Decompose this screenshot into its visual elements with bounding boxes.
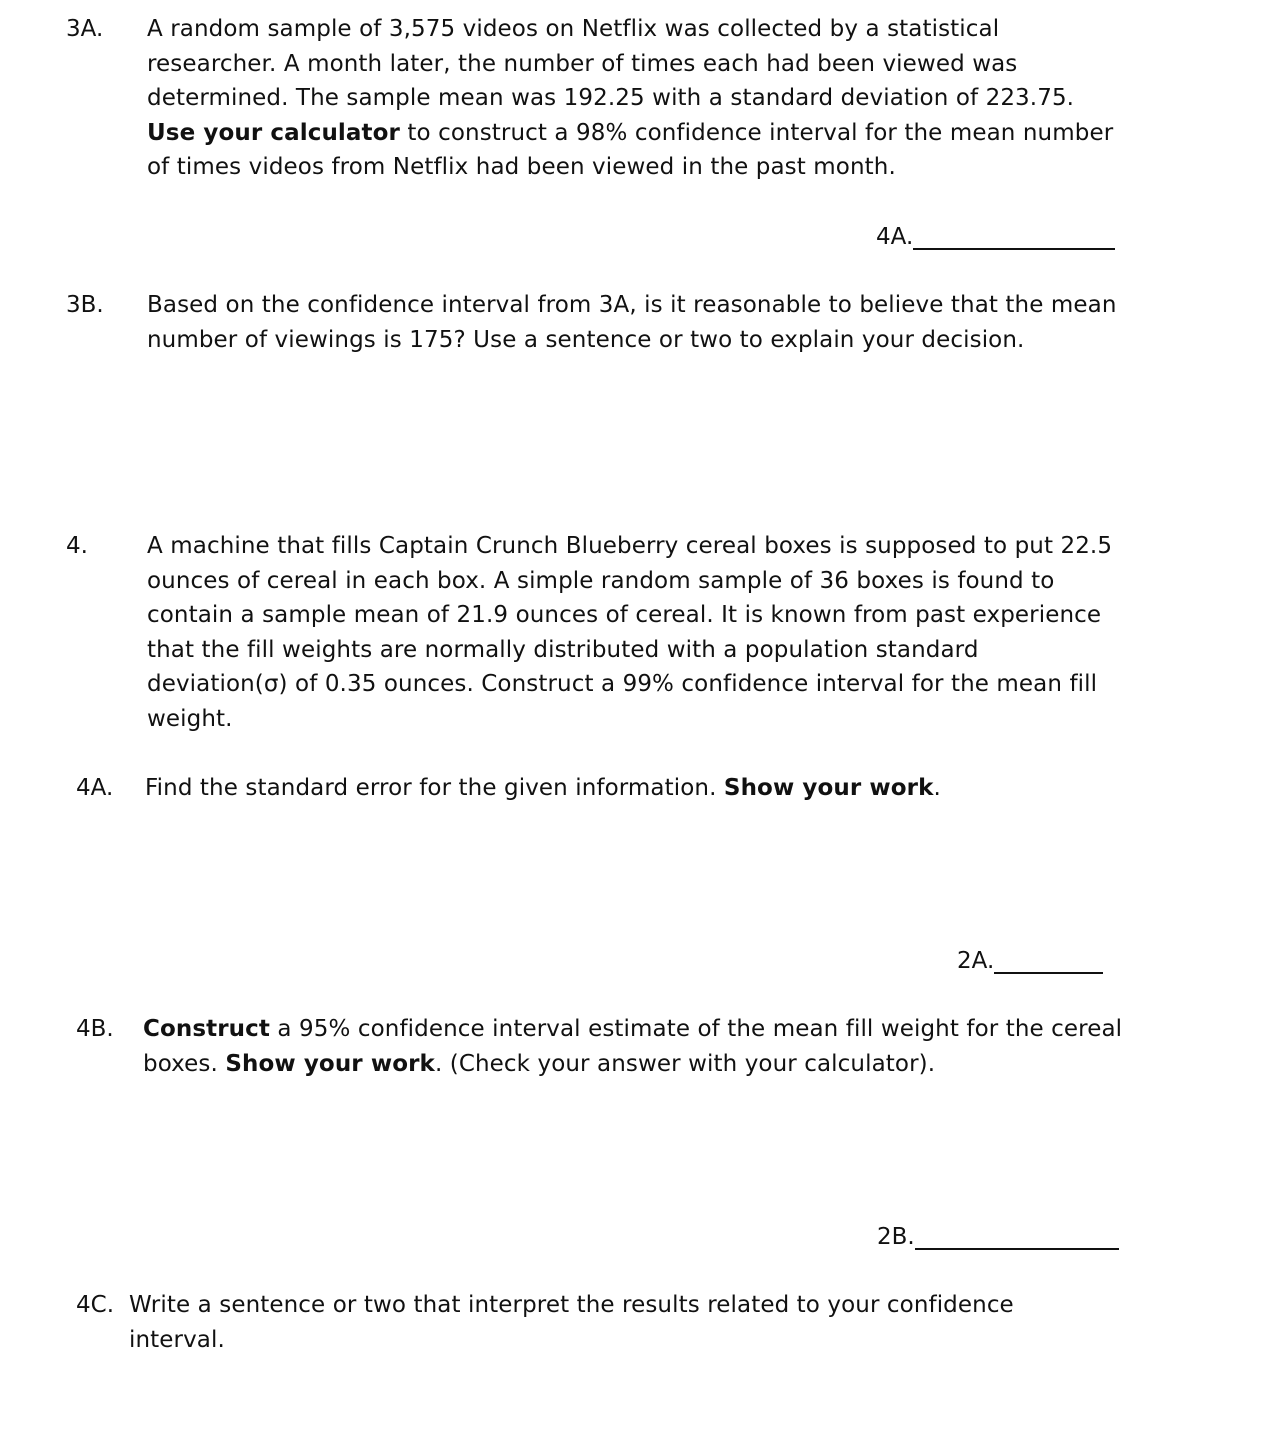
answer-blank-3a-label: 4A. — [876, 224, 914, 250]
question-3b-text: Based on the confidence interval from 3A, is it reasonable to believe that the mean number of viewings is 175? Use a sentence or two to explain your decision. — [147, 292, 1117, 353]
answer-blank-3a[interactable] — [876, 220, 1115, 254]
question-4c-text: Write a sentence or two that interpret the results related to your confidence interval. — [129, 1292, 1014, 1353]
question-4a-emphasis: Show your work — [723, 775, 934, 801]
answer-blank-4a-label: 2A. — [957, 948, 995, 974]
question-4b-emphasis-1: Construct — [143, 1016, 270, 1042]
question-3a-text-part2: to construct a 98% confidence interval for the mean number of times videos from Netflix had been viewed in the past month. — [147, 119, 1114, 180]
answer-blank-4a[interactable] — [957, 944, 1103, 978]
question-4b-text — [143, 1012, 1123, 1081]
question-4a-label: 4A. — [76, 775, 114, 801]
question-4b-text-part2: . (Check your answer with your calculator). — [434, 1050, 936, 1077]
question-4b-emphasis-2: Show your work — [225, 1050, 435, 1077]
answer-line-4a[interactable] — [994, 971, 1103, 974]
question-4a-text — [145, 771, 1120, 806]
question-4-label: 4. — [66, 533, 88, 559]
question-4c-label: 4C. — [76, 1292, 115, 1318]
answer-blank-4b[interactable] — [877, 1220, 1119, 1254]
question-3b-label: 3B. — [66, 292, 104, 318]
question-4-text: A machine that fills Captain Crunch Blueberry cereal boxes is supposed to put 22.5 ounces of cereal in each box. A simple random sample of 36 boxes is found to contain a sample mean of 21.9 ounces of cereal. It is known from past experience that the fill weights are normally distributed with a population standard deviation(σ) of 0.35 ounces. Construct a 99% confidence interval for the mean fill weight. — [147, 533, 1113, 732]
question-3a-text — [147, 12, 1122, 185]
question-3a-label: 3A. — [66, 16, 104, 42]
question-3a-emphasis: Use your calculator — [147, 119, 400, 146]
answer-blank-4b-label: 2B. — [877, 1224, 915, 1250]
question-4a-text-part1: Find the standard error for the given information. — [145, 775, 724, 801]
question-4a-text-end: . — [933, 775, 941, 801]
answer-line-4b[interactable] — [915, 1247, 1119, 1250]
answer-line-3a[interactable] — [913, 247, 1115, 250]
question-4b-text-part1: a 95% confidence interval estimate of the mean fill weight for the cereal boxes. — [143, 1016, 1123, 1077]
question-3a-text-part1: A random sample of 3,575 videos on Netflix was collected by a statistical researcher. A month later, the number of times each had been viewed was determined. The sample mean was 192.25 with a standard deviation of 223.75. — [147, 16, 1075, 111]
question-4b-label: 4B. — [76, 1016, 114, 1042]
